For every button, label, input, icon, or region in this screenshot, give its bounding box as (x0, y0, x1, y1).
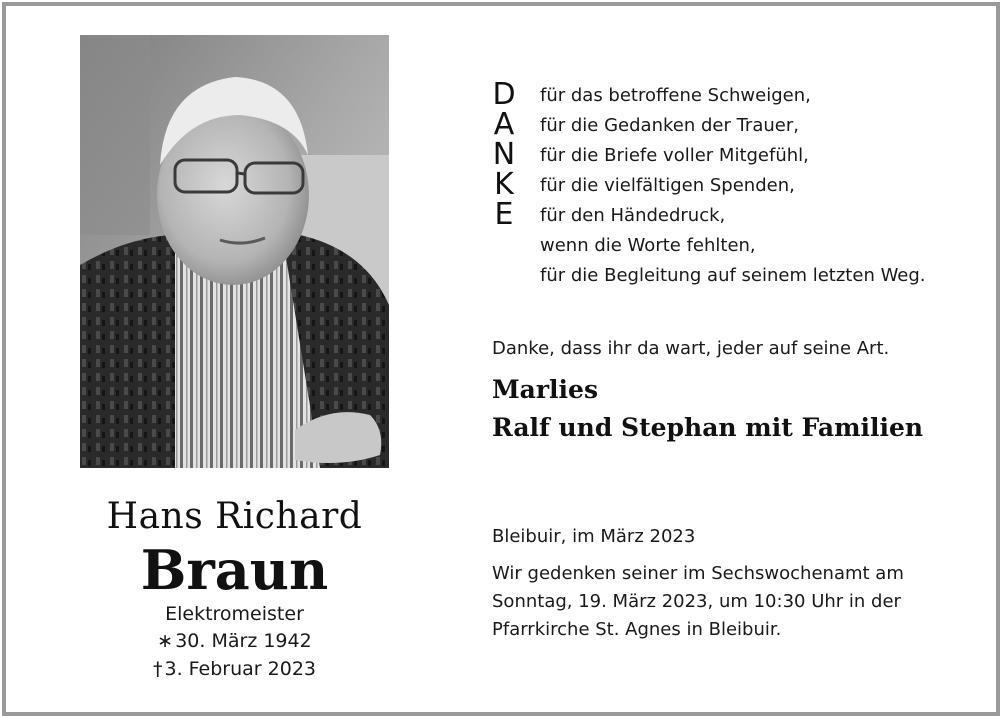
danke-letter: N (492, 137, 516, 172)
first-names: Hans Richard (106, 496, 363, 537)
place-date: Bleibuir, im März 2023 (492, 526, 696, 547)
birth-date-line (80, 627, 389, 655)
birth-symbol: ∗ (157, 630, 174, 652)
danke-line: für die Briefe voller Mitgefühl, (540, 145, 809, 166)
memorial-line-3: Pfarrkirche St. Agnes in Bleibuir. (492, 619, 782, 640)
profession: Elektromeister (165, 603, 304, 625)
danke-acrostic (486, 77, 522, 232)
thanks-line: Danke, dass ihr da wart, jeder auf seine Art. (492, 338, 890, 359)
danke-lines (540, 81, 926, 291)
surname: Braun (140, 538, 329, 602)
danke-line: für das betroffene Schweigen, (540, 85, 811, 106)
danke-letter: A (493, 107, 515, 142)
memorial-service (492, 560, 904, 644)
portrait-photo (80, 35, 389, 468)
danke-letter: D (492, 77, 516, 112)
danke-letter: K (494, 167, 514, 202)
birth-date: 30. März 1942 (175, 630, 312, 652)
memorial-line-2: Sonntag, 19. März 2023, um 10:30 Uhr in der (492, 591, 901, 612)
death-date: 3. Februar 2023 (164, 658, 316, 680)
death-date-line (80, 655, 389, 683)
family-signature (492, 371, 923, 447)
family-line-1: Marlies (492, 375, 599, 404)
danke-line: für die Begleitung auf seinem letzten Weg. (540, 265, 926, 286)
danke-line: wenn die Worte fehlten, (540, 235, 756, 256)
death-cross-icon: † (152, 658, 163, 680)
danke-line: für die Gedanken der Trauer, (540, 115, 799, 136)
family-line-2: Ralf und Stephan mit Familien (492, 413, 924, 442)
danke-line: für den Händedruck, (540, 205, 726, 226)
memorial-line-1: Wir gedenken seiner im Sechswochenamt am (492, 563, 904, 584)
danke-letter: E (494, 197, 514, 232)
deceased-info (80, 495, 389, 683)
danke-line: für die vielfältigen Spenden, (540, 175, 795, 196)
